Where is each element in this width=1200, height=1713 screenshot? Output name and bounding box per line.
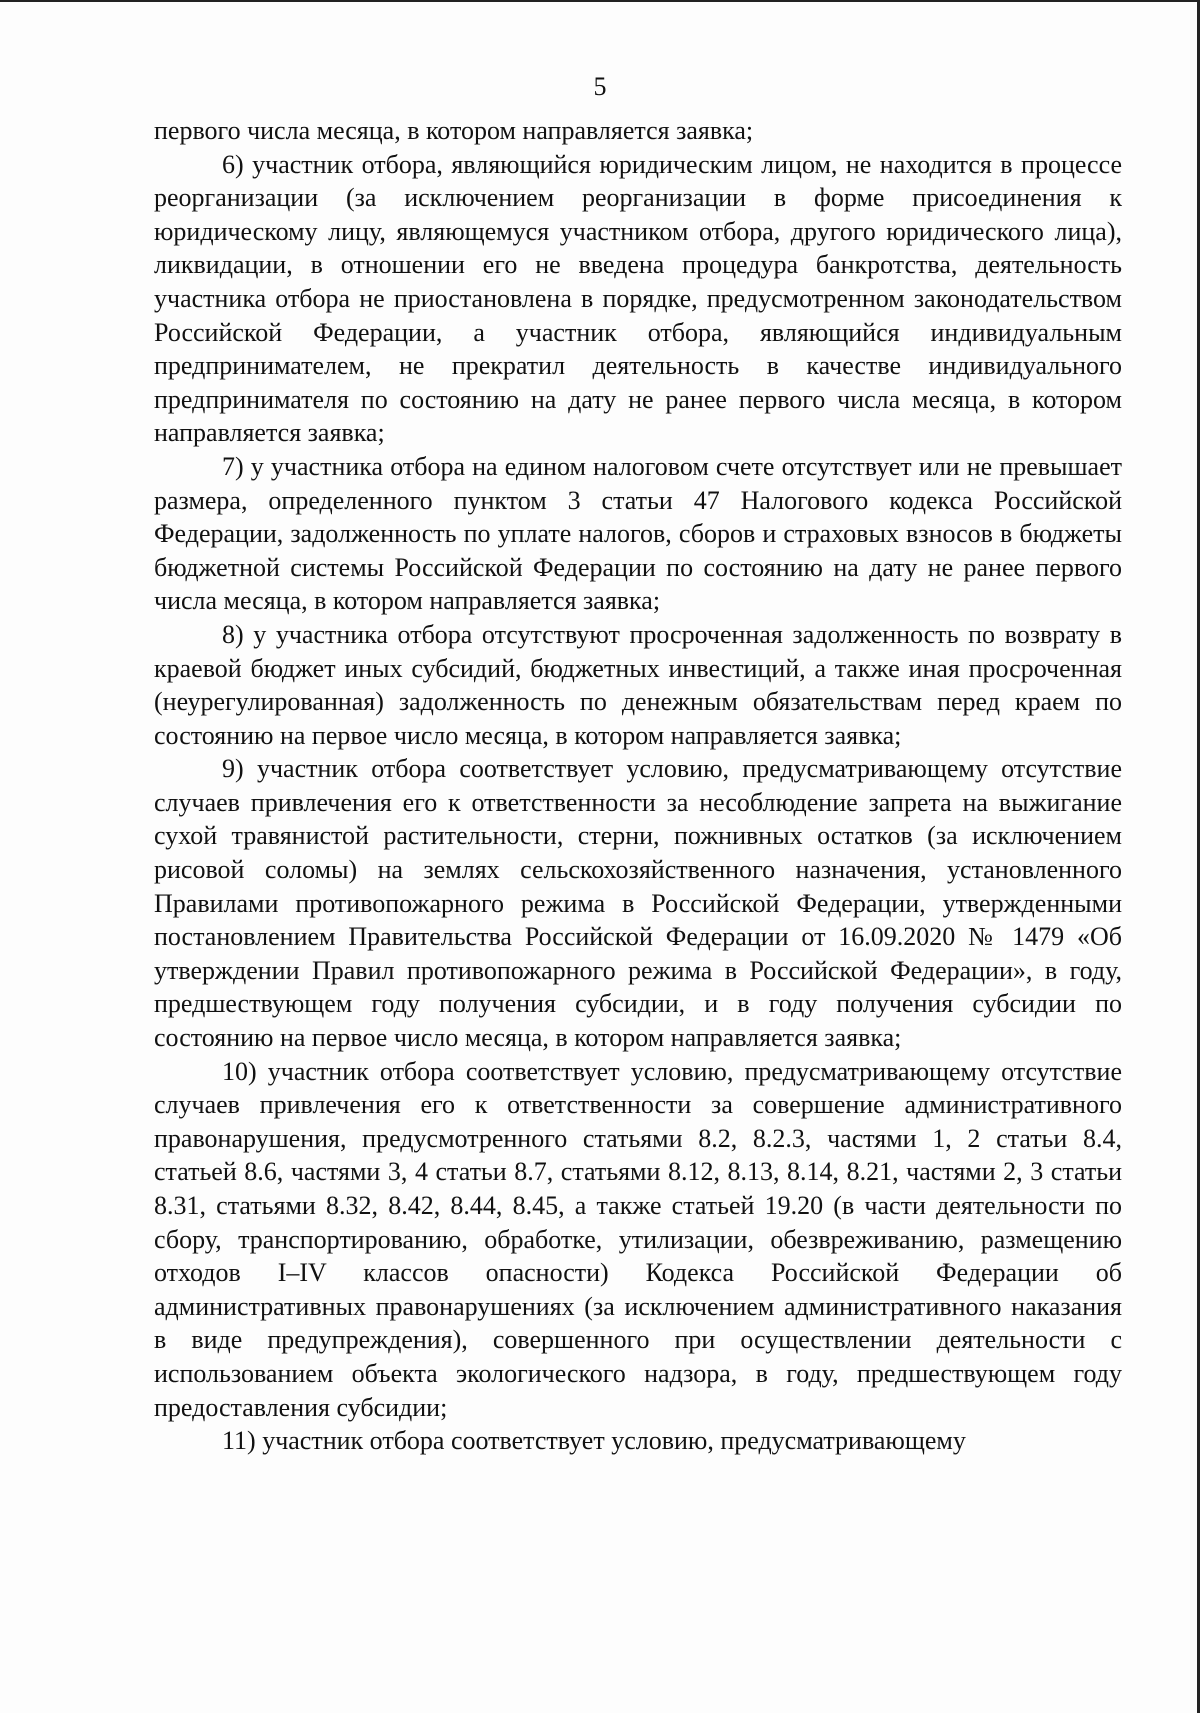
paragraph-item-11: 11) участник отбора соответствует условию, предусматривающему [222, 1426, 966, 1456]
paragraph-continuation: первого числа месяца, в котором направляется заявка; [154, 116, 754, 145]
paragraph-item-10: 10) участник отбора соответствует условию, предусматривающему отсутствие случаев привлечения его к ответственности за совершение административного правонарушения, предусмотренного статьями 8.2, 8.2.3, частями 1, 2 статьи 8.4, статьей 8.6, частями 3, 4 статьи 8.7, статьями 8.12, 8.13, 8.14, 8.21, частями 2, 3 статьи 8.31, статьями 8.32, 8.42, 8.44, 8.45, а также статьей 19.20 (в части деятельности по сбору, транспортированию, обработке, утилизации, обезвреживанию, размещению отходов I–IV классов опасности) Кодекса Российской Федерации об административных правонарушениях (за исключением административного наказания в виде предупреждения), совершенного при осуществлении деятельности с использованием объекта экологического надзора, в году, предшествующем году предоставления субсидии; [154, 1056, 1122, 1422]
paragraph-item-7: 7) у участника отбора на едином налоговом счете отсутствует или не превышает размера, определенного пунктом 3 статьи 47 Налогового кодекса Российской Федерации, задолженность по уплате налогов, сборов и страховых взносов в бюджеты бюджетной системы Российской Федерации по состоянию на дату не ранее первого числа месяца, в котором направляется заявка; [154, 451, 1122, 616]
paragraph-item-9: 9) участник отбора соответствует условию, предусматривающему отсутствие случаев привлечения его к ответственности за несоблюдение запрета на выжигание сухой травянистой растительности, стерни, пожнивных остатков (за исключением рисовой соломы) на землях сельскохозяйственного назначения, установленного Правилами противопожарного режима в Российской Федерации, утвержденными постановлением Правительства Российской Федерации от 16.09.2020 № 1479 «Об утверждении Правил противопожарного режима в Российской Федерации», в году, предшествующем году получения субсидии, и в году получения субсидии по состоянию на первое число месяца, в котором направляется заявка; [154, 754, 1122, 1053]
document-body [154, 114, 1122, 1458]
paragraph-item-6: 6) участник отбора, являющийся юридическим лицом, не находится в процессе реорганизации (за исключением реорганизации в форме присоединения к юридическому лицу, являющемуся участником отбора, другого юридического лица), ликвидации, в отношении его не введена процедура банкротства, деятельность участника отбора не приостановлена в порядке, предусмотренном законодательством Российской Федерации, а участник отбора, являющийся индивидуальным предпринимателем, не прекратил деятельность в качестве индивидуального предпринимателя по состоянию на дату не ранее первого числа месяца, в котором направляется заявка; [154, 149, 1122, 448]
page-number: 5 [593, 72, 607, 101]
scan-edge-top [0, 0, 1200, 2]
paragraph-item-8: 8) у участника отбора отсутствуют просроченная задолженность по возврату в краевой бюджет иных субсидий, бюджетных инвестиций, а также иная просроченная (неурегулированная) задолженность по денежным обязательствам перед краем по состоянию на первое число месяца, в котором направляется заявка; [154, 619, 1122, 750]
